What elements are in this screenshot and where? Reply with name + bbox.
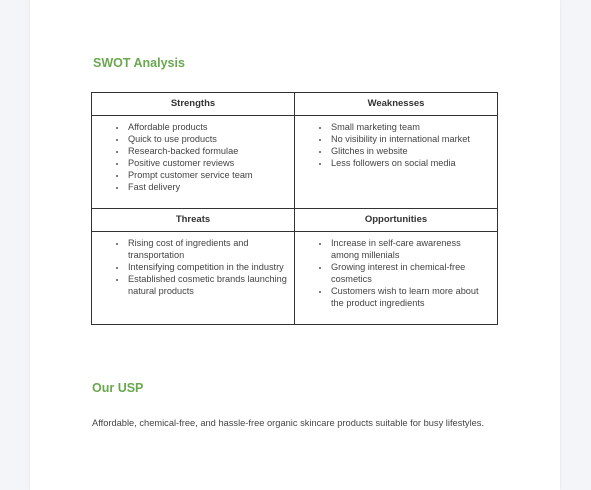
strengths-cell (92, 93, 295, 209)
usp-text: Affordable, chemical-free, and hassle-free organic skincare products suitable for busy lifestyles. (92, 418, 485, 428)
threats-list (92, 232, 294, 297)
list-item: • Affordable products (127, 121, 288, 133)
list-item: • Prompt customer service team (127, 169, 288, 181)
list-item: • Established cosmetic brands launching natural products (127, 273, 288, 297)
usp-section-title: Our USP (92, 381, 144, 395)
list-item: • Fast delivery (127, 181, 288, 193)
list-item: • Quick to use products (127, 133, 288, 145)
opportunities-heading: Opportunities (295, 209, 497, 232)
document-page (30, 0, 560, 490)
weaknesses-cell (295, 93, 498, 209)
swot-section-title: SWOT Analysis (93, 56, 185, 70)
list-item: • Increase in self-care awareness among millenials (330, 237, 491, 261)
strengths-list (92, 116, 294, 193)
list-item: • Intensifying competition in the industry (127, 261, 288, 273)
list-item: • Less followers on social media (330, 157, 491, 169)
list-item: • Growing interest in chemical-free cosmetics (330, 261, 491, 285)
list-item: • Customers wish to learn more about the product ingredients (330, 285, 491, 309)
weaknesses-list (295, 116, 497, 169)
list-item: • Glitches in website (330, 145, 491, 157)
list-item: • Rising cost of ingredients and transportation (127, 237, 288, 261)
weaknesses-heading: Weaknesses (295, 93, 497, 116)
list-item: • No visibility in international market (330, 133, 491, 145)
opportunities-cell (295, 209, 498, 325)
list-item: • Small marketing team (330, 121, 491, 133)
list-item: • Research-backed formulae (127, 145, 288, 157)
strengths-heading: Strengths (92, 93, 294, 116)
swot-table (91, 92, 498, 325)
opportunities-list (295, 232, 497, 309)
threats-cell (92, 209, 295, 325)
threats-heading: Threats (92, 209, 294, 232)
list-item: • Positive customer reviews (127, 157, 288, 169)
